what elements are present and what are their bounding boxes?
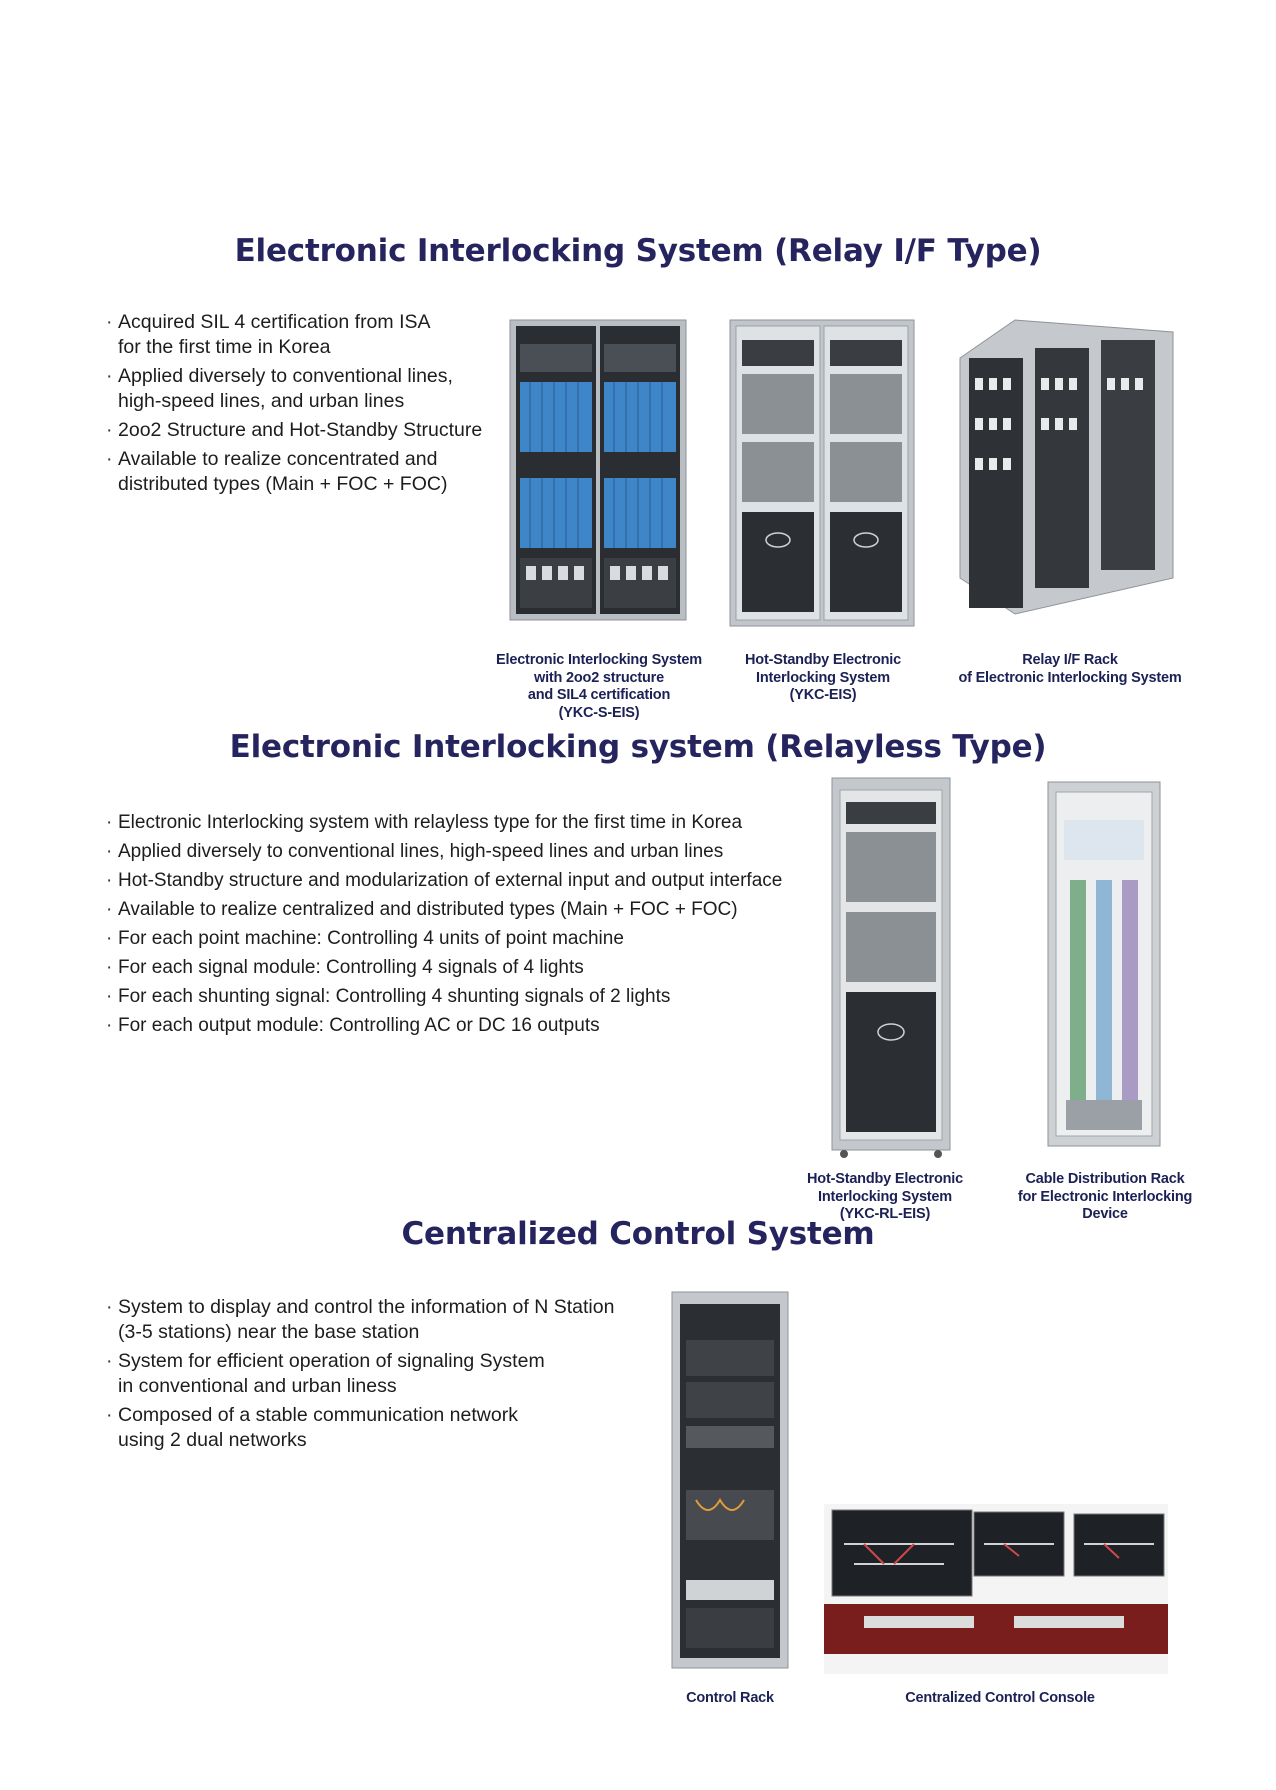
- list-item: · Available to realize concentrated and distributed types (Main + FOC + FOC): [106, 447, 506, 497]
- list-item: · 2oo2 Structure and Hot-Standby Structure: [106, 418, 506, 443]
- ykc-rl-eis-photo: [830, 776, 952, 1160]
- list-item: · Composed of a stable communication network using 2 dual networks: [106, 1403, 666, 1453]
- caption-ykc-eis: Hot-Standby Electronic Interlocking System (YKC-EIS): [745, 652, 901, 703]
- control-console-photo: [824, 1504, 1168, 1674]
- control-rack-photo: [670, 1290, 790, 1672]
- list-item: · System to display and control the information of N Station (3-5 stations) near the base station: [106, 1295, 666, 1345]
- caption-cable-distribution-rack: Cable Distribution Rack for Electronic Interlocking Device: [1017, 1171, 1193, 1222]
- relayless-feature-list: [106, 808, 806, 1040]
- caption-relay-if-rack: Relay I/F Rack of Electronic Interlocking System: [958, 652, 1182, 686]
- relay-feature-list: [106, 310, 506, 501]
- list-item: · For each point machine: Controlling 4 units of point machine: [106, 924, 806, 953]
- list-item: · For each shunting signal: Controlling 4 shunting signals of 2 lights: [106, 982, 806, 1011]
- caption-control-rack: Control Rack: [686, 1690, 774, 1706]
- list-item: · For each output module: Controlling AC or DC 16 outputs: [106, 1011, 806, 1040]
- section-title-ccs: Centralized Control System: [401, 1216, 875, 1252]
- section-title-relayless: Electronic Interlocking system (Relayless Type): [229, 729, 1047, 765]
- ccs-feature-list: [106, 1295, 666, 1457]
- list-item: · Acquired SIL 4 certification from ISA for the first time in Korea: [106, 310, 506, 360]
- list-item: · For each signal module: Controlling 4 signals of 4 lights: [106, 953, 806, 982]
- list-item: · System for efficient operation of signaling System in conventional and urban liness: [106, 1349, 666, 1399]
- section-title-relay: Electronic Interlocking System (Relay I/F Type): [234, 233, 1042, 269]
- cable-distribution-rack-photo: [1046, 780, 1162, 1150]
- list-item: · Applied diversely to conventional lines, high-speed lines, and urban lines: [106, 364, 506, 414]
- relay-if-rack-photo: [955, 318, 1175, 618]
- list-item: · Hot-Standby structure and modularization of external input and output interface: [106, 866, 806, 895]
- caption-control-console: Centralized Control Console: [905, 1690, 1095, 1706]
- list-item: · Applied diversely to conventional lines, high-speed lines and urban lines: [106, 837, 806, 866]
- ykc-s-eis-photo: [508, 318, 688, 628]
- list-item: · Available to realize centralized and distributed types (Main + FOC + FOC): [106, 895, 806, 924]
- list-item: · Electronic Interlocking system with relayless type for the first time in Korea: [106, 808, 806, 837]
- caption-ykc-s-eis: Electronic Interlocking System with 2oo2 structure and SIL4 certification (YKC-S-EIS): [496, 652, 702, 721]
- caption-ykc-rl-eis: Hot-Standby Electronic Interlocking System (YKC-RL-EIS): [807, 1171, 963, 1222]
- ykc-eis-photo: [728, 318, 916, 630]
